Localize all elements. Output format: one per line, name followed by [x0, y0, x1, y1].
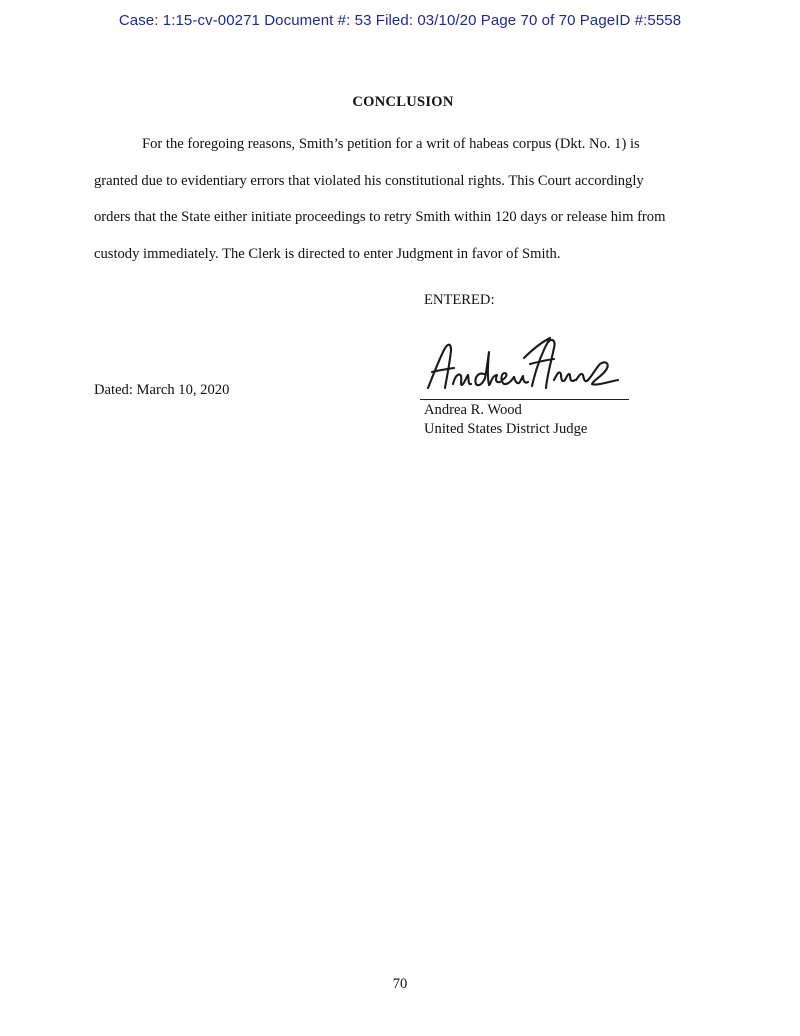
signature-line	[420, 399, 629, 400]
signer-title: United States District Judge	[424, 421, 588, 437]
paragraph-line: For the foregoing reasons, Smith’s petition for a writ of habeas corpus (Dkt. No. 1) is	[142, 136, 640, 152]
signature-image	[420, 328, 630, 398]
conclusion-paragraph	[94, 126, 714, 272]
paragraph-line: custody immediately. The Clerk is directed to enter Judgment in favor of Smith.	[94, 245, 561, 262]
page-number: 70	[392, 976, 408, 992]
dated-line: Dated: March 10, 2020	[94, 382, 230, 398]
ecf-header-stamp: Case: 1:15-cv-00271 Document #: 53 Filed: 03/10/20 Page 70 of 70 PageID #:5558	[118, 12, 682, 29]
entered-label: ENTERED:	[424, 292, 495, 308]
signer-name: Andrea R. Wood	[424, 402, 522, 418]
section-heading: CONCLUSION	[352, 94, 454, 110]
paragraph-line: granted due to evidentiary errors that violated his constitutional rights. This Court accordingly	[94, 172, 644, 189]
paragraph-line: orders that the State either initiate proceedings to retry Smith within 120 days or release him from	[94, 209, 666, 225]
